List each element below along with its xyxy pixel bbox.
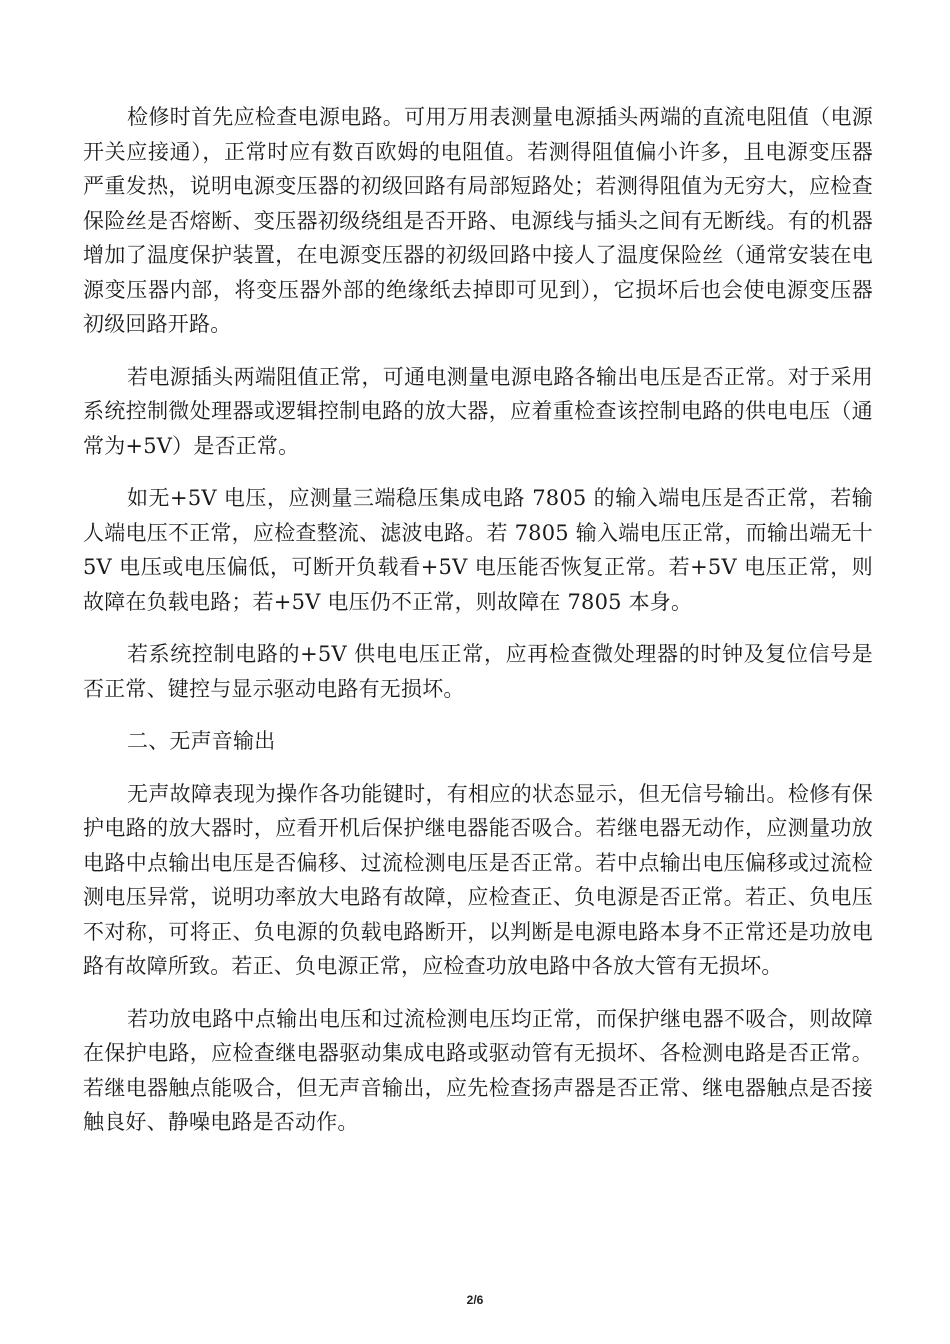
paragraph-power-circuit-check: 检修时首先应检查电源电路。可用万用表测量电源插头两端的直流电阻值（电源开关应接通），正常时应有数百欧姆的电阻值。若测得阻值偏小许多，且电源变压器严重发热，说明电源变压器的初级回路有局部短路处；若测得阻值为无穷大，应检查保险丝是否熔断、变压器初级绕组是否开路、电源线与插头之间有无断线。有的机器增加了温度保护装置，在电源变压器的初级回路中接人了温度保险丝（通常安装在电源变压器内部，将变压器外部的绝缘纸去掉即可见到），它损坏后也会使电源变压器初级回路开路。 <box>83 105 873 336</box>
page-number: 2/6 <box>466 1293 484 1307</box>
document-body <box>83 100 873 1158</box>
paragraph-7805-regulator-check: 如无+5V 电压，应测量三端稳压集成电路 7805 的输入端电压是否正常，若输人端电压不正常，应检查整流、滤波电路。若 7805 输入端电压正常，而输出端无十 5V 电压或电压偏低，可断开负载看+5V 电压能否恢复正常。若+5V 电压正常，则故障在负载电路；若+5V 电压仍不正常，则故障在 7805 本身。 <box>83 486 873 614</box>
paragraph-output-voltage-check: 若电源插头两端阻值正常，可通电测量电源电路各输出电压是否正常。对于采用系统控制微处理器或逻辑控制电路的放大器，应着重检查该控制电路的供电电压（通常为+5V）是否正常。 <box>83 364 873 458</box>
paragraph-protection-circuit-check: 若功放电路中点输出电压和过流检测电压均正常，而保护继电器不吸合，则故障在保护电路，应检查继电器驱动集成电路或驱动管有无损坏、各检测电路是否正常。若继电器触点能吸合，但无声音输出，应先检查扬声器是否正常、继电器触点是否接触良好、静噪电路是否动作。 <box>83 1006 873 1134</box>
section-heading-no-sound: 二、无声音输出 <box>127 729 276 753</box>
paragraph-microprocessor-check: 若系统控制电路的+5V 供电电压正常，应再检查微处理器的时钟及复位信号是否正常、键控与显示驱动电路有无损坏。 <box>83 642 873 701</box>
paragraph-no-sound-symptoms: 无声故障表现为操作各功能键时，有相应的状态显示，但无信号输出。检修有保护电路的放大器时，应看开机后保护继电器能否吸合。若继电器无动作，应测量功放电路中点输出电压是否偏移、过流检测电压是否正常。若中点输出电压偏移或过流检测电压异常，说明功率放大电路有故障，应检查正、负电源是否正常。若正、负电压不对称，可将正、负电源的负载电路断开，以判断是电源电路本身不正常还是功放电路有故障所致。若正、负电源正常，应检查功放电路中各放大管有无损坏。 <box>83 781 873 978</box>
